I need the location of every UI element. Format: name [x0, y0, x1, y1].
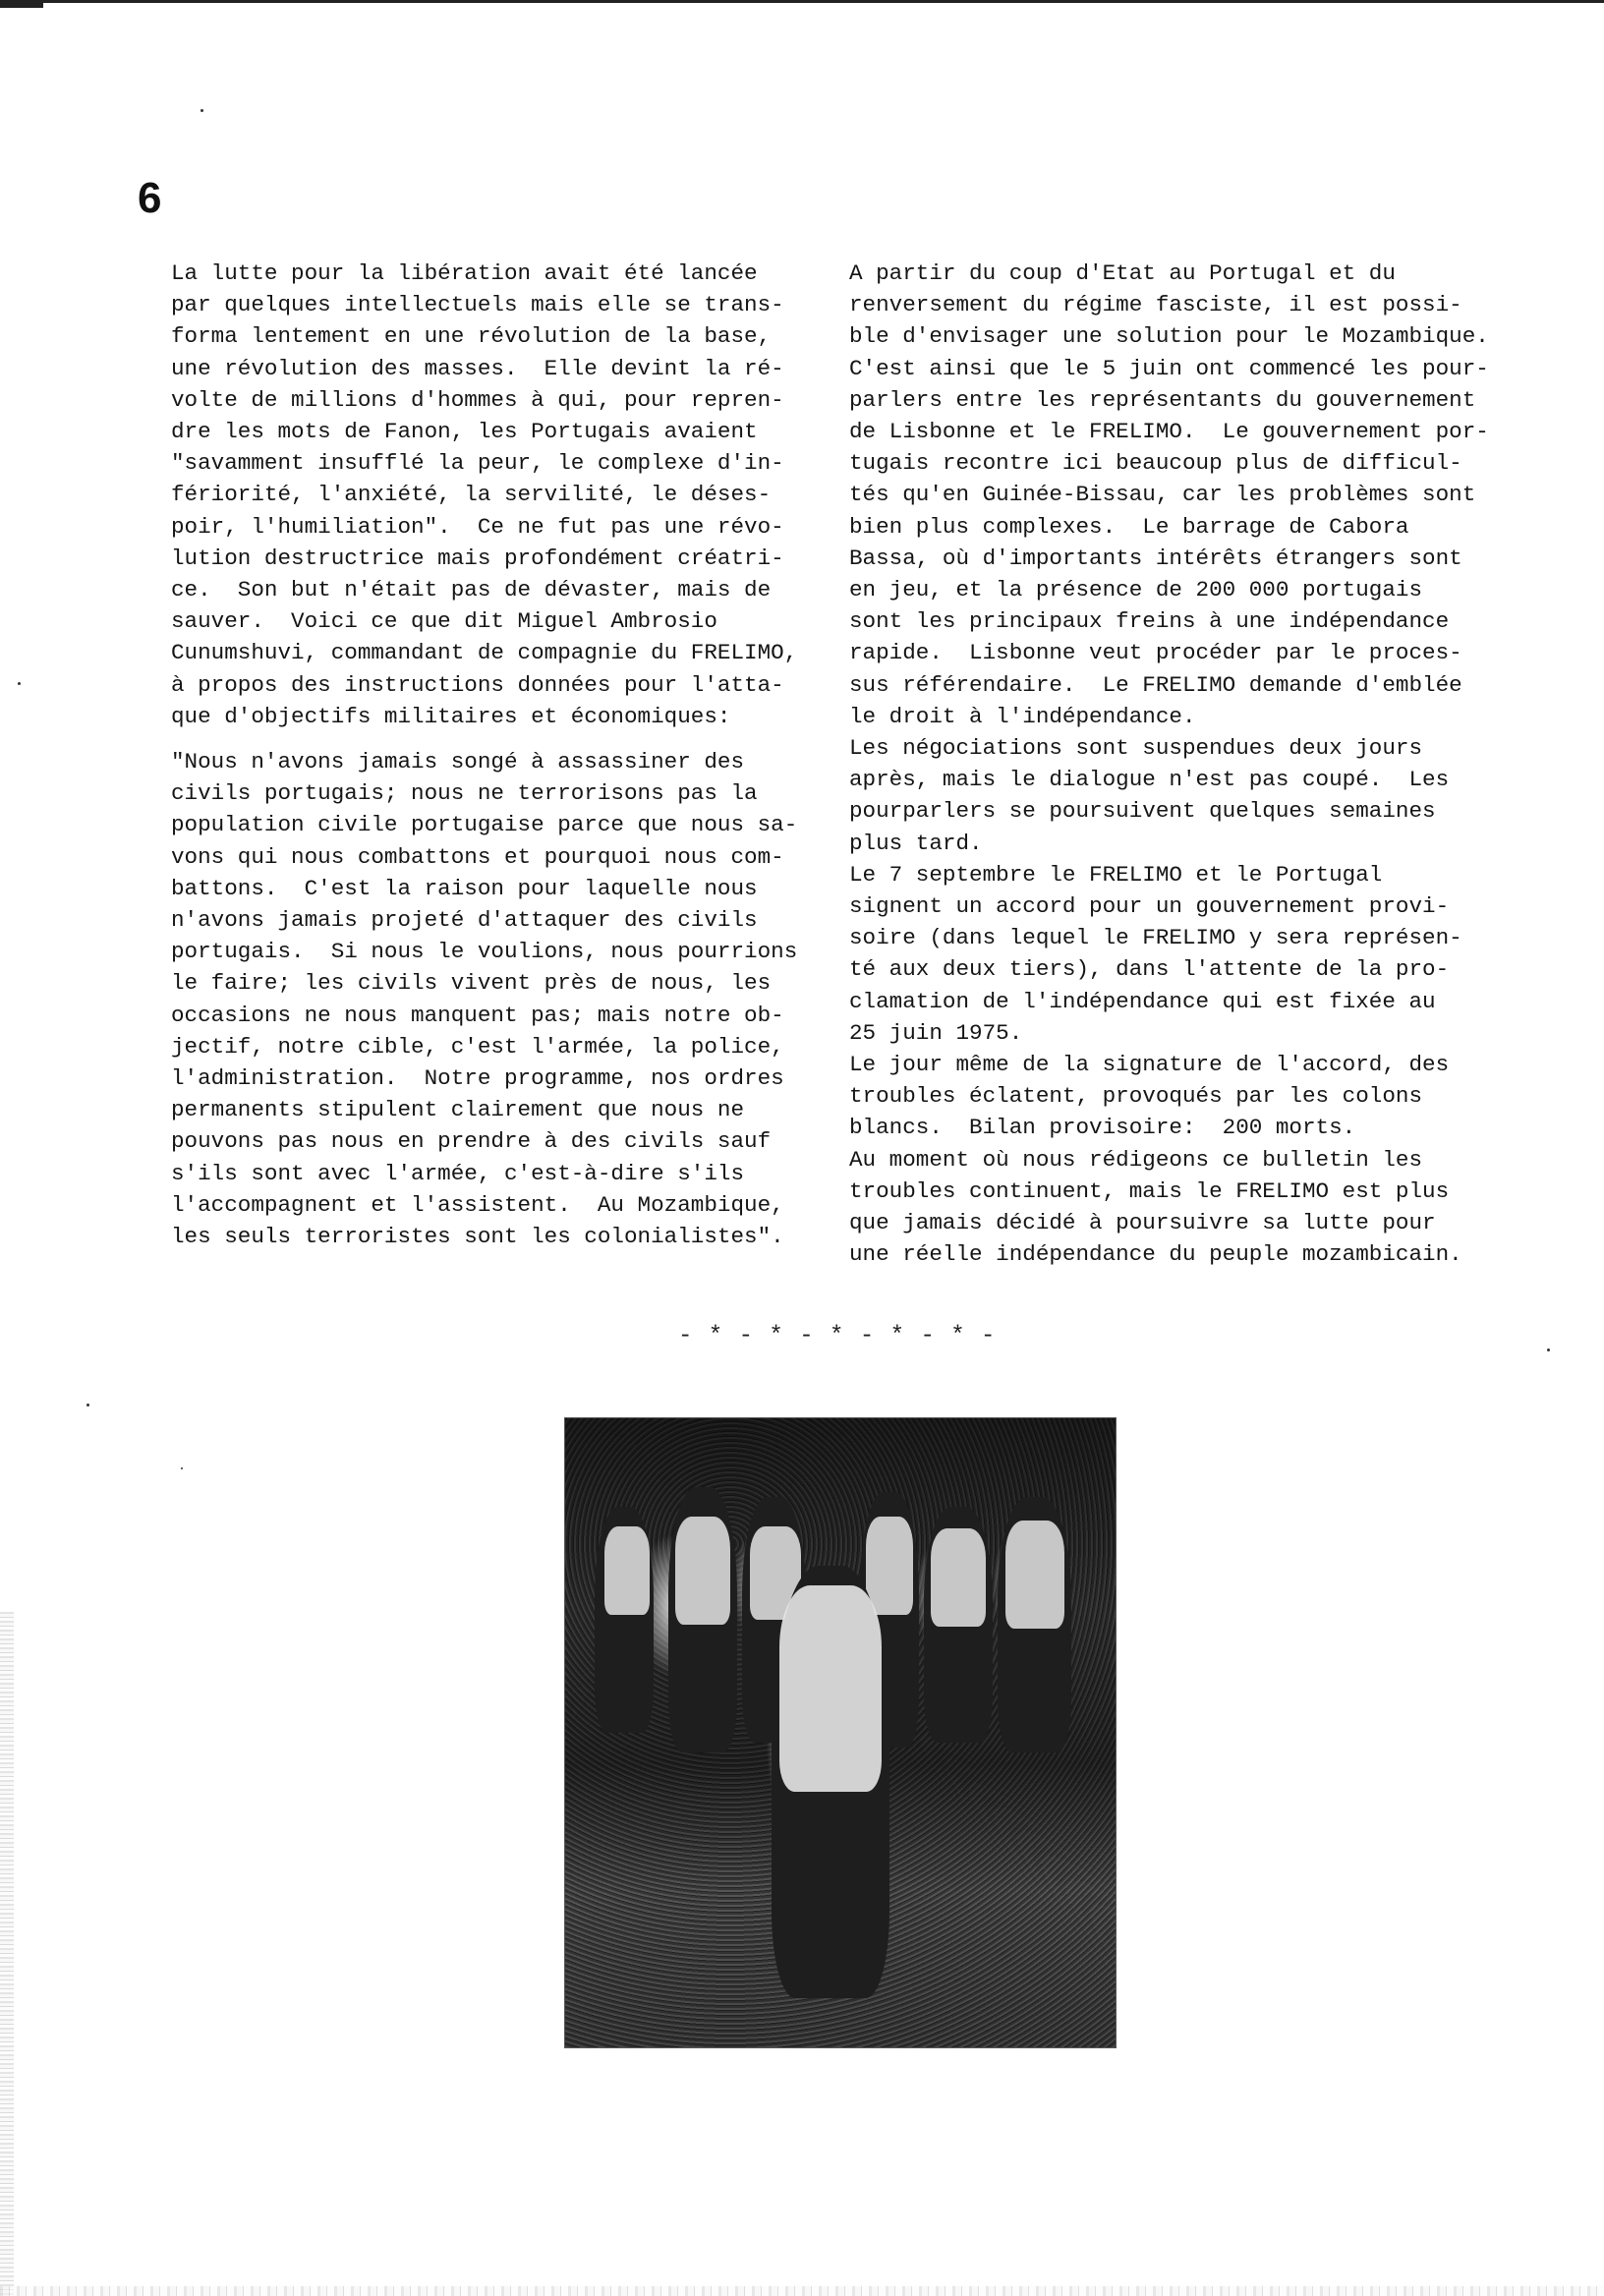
text-line: ble d'envisager une solution pour le Mozambique. — [849, 323, 1489, 350]
text-line: pourparlers se poursuivent quelques semaines — [849, 798, 1436, 825]
text-line: renversement du régime fasciste, il est possi- — [849, 292, 1462, 318]
text-line: vons qui nous combattons et pourquoi nous com- — [171, 843, 784, 870]
scan-speck — [18, 682, 21, 685]
text-line: une réelle indépendance du peuple mozambicain. — [849, 1241, 1462, 1268]
text-line: forma lentement en une révolution de la base, — [171, 323, 772, 350]
text-line: Cunumshuvi, commandant de compagnie du FRELIMO, — [171, 640, 798, 666]
text-line: pouvons pas nous en prendre à des civils sauf — [171, 1128, 772, 1155]
text-line: soire (dans lequel le FRELIMO y sera représen- — [849, 925, 1462, 951]
text-line: que d'objectifs militaires et économiques: — [171, 703, 731, 729]
text-line: blancs. Bilan provisoire: 200 morts. — [849, 1115, 1356, 1141]
text-line: Le 7 septembre le FRELIMO et le Portugal — [849, 861, 1383, 888]
scan-edge-left — [0, 1612, 14, 2296]
photo-people-gathering — [564, 1417, 1117, 2048]
text-line: que jamais décidé à poursuivre sa lutte pour — [849, 1210, 1436, 1236]
text-line: s'ils sont avec l'armée, c'est-à-dire s'ils — [171, 1160, 745, 1186]
text-line: ce. Son but n'était pas de dévaster, mais de — [171, 577, 772, 603]
text-line: volte de millions d'hommes à qui, pour repren- — [171, 386, 784, 413]
text-line: après, mais le dialogue n'est pas coupé. Les — [849, 767, 1450, 793]
text-line: "savamment insufflé la peur, le complexe d'in- — [171, 450, 784, 477]
paragraph-intro — [171, 258, 849, 732]
text-line: fériorité, l'anxiété, la servilité, le déses- — [171, 482, 772, 508]
page-number: 6 — [138, 174, 162, 222]
text-line: les seuls terroristes sont les colonialistes". — [171, 1224, 784, 1250]
text-line: "Nous n'avons jamais songé à assassiner des — [171, 749, 745, 775]
right-column — [849, 258, 1567, 1271]
text-line: rapide. Lisbonne veut procéder par le proces- — [849, 640, 1462, 666]
section-separator: - * - * - * - * - * - — [678, 1323, 997, 1349]
paragraph-coup — [849, 258, 1567, 732]
text-line: battons. C'est la raison pour laquelle nous — [171, 875, 758, 901]
text-line: l'administration. Notre programme, nos ordres — [171, 1065, 784, 1092]
text-line: lution destructrice mais profondément créatri- — [171, 545, 784, 571]
text-line: té aux deux tiers), dans l'attente de la pro- — [849, 956, 1450, 983]
text-line: occasions ne nous manquent pas; mais notre ob- — [171, 1002, 784, 1028]
text-line: poir, l'humiliation". Ce ne fut pas une révo- — [171, 513, 784, 540]
scan-speck — [1547, 1349, 1550, 1351]
text-line: portugais. Si nous le voulions, nous pourrions — [171, 939, 798, 965]
text-line: le faire; les civils vivent près de nous, les — [171, 970, 772, 997]
text-line: parlers entre les représentants du gouvernement — [849, 386, 1476, 413]
text-line: une révolution des masses. Elle devint la ré- — [171, 355, 784, 381]
paragraph-accord — [849, 859, 1567, 1049]
text-line: 25 juin 1975. — [849, 1019, 1023, 1046]
text-line: Au moment où nous rédigeons ce bulletin les — [849, 1146, 1423, 1173]
text-line: Bassa, où d'importants intérêts étrangers sont — [849, 545, 1462, 571]
text-line: par quelques intellectuels mais elle se trans- — [171, 292, 784, 318]
scan-speck — [181, 1467, 183, 1469]
text-line: sus référendaire. Le FRELIMO demande d'emblée — [849, 671, 1462, 698]
text-line: troubles continuent, mais le FRELIMO est plus — [849, 1177, 1450, 1204]
text-line: signent un accord pour un gouvernement provi- — [849, 893, 1450, 920]
text-line: jectif, notre cible, c'est l'armée, la police, — [171, 1033, 784, 1060]
text-line: troubles éclatent, provoqués par les colons — [849, 1083, 1423, 1110]
text-line: à propos des instructions données pour l'atta- — [171, 671, 784, 698]
text-line: tés qu'en Guinée-Bissau, car les problèmes sont — [849, 482, 1476, 508]
text-line: C'est ainsi que le 5 juin ont commencé les pour- — [849, 355, 1489, 381]
paragraph-conclusion — [849, 1144, 1567, 1271]
left-column — [171, 258, 849, 1252]
text-line: sauver. Voici ce que dit Miguel Ambrosio — [171, 608, 717, 635]
top-border-rule — [0, 0, 1604, 6]
text-line: tugais recontre ici beaucoup plus de difficul- — [849, 450, 1462, 477]
text-line: Le jour même de la signature de l'accord, des — [849, 1052, 1450, 1078]
paragraph-negotiations — [849, 732, 1567, 859]
text-line: n'avons jamais projeté d'attaquer des civils — [171, 907, 758, 934]
scan-speck — [86, 1404, 89, 1406]
text-line: de Lisbonne et le FRELIMO. Le gouvernement por- — [849, 419, 1489, 445]
text-line: civils portugais; nous ne terrorisons pas la — [171, 780, 758, 807]
text-line: en jeu, et la présence de 200 000 portugais — [849, 577, 1423, 603]
text-line: Les négociations sont suspendues deux jours — [849, 735, 1423, 762]
text-line: le droit à l'indépendance. — [849, 703, 1196, 729]
text-line: l'accompagnent et l'assistent. Au Mozambique, — [171, 1191, 784, 1218]
text-line: plus tard. — [849, 830, 983, 856]
scan-speck — [200, 109, 203, 112]
text-line: dre les mots de Fanon, les Portugais avaient — [171, 419, 758, 445]
paragraph-troubles — [849, 1049, 1567, 1144]
text-line: permanents stipulent clairement que nous ne — [171, 1097, 745, 1123]
text-line: clamation de l'indépendance qui est fixée au — [849, 988, 1436, 1014]
text-line: La lutte pour la libération avait été lancée — [171, 260, 758, 286]
text-line: population civile portugaise parce que nous sa- — [171, 812, 798, 838]
scan-edge-bottom — [0, 2286, 1604, 2296]
paragraph-quote — [171, 746, 849, 1252]
text-line: sont les principaux freins à une indépendance — [849, 608, 1450, 635]
text-line: A partir du coup d'Etat au Portugal et du — [849, 260, 1396, 286]
text-line: bien plus complexes. Le barrage de Cabora — [849, 513, 1409, 540]
